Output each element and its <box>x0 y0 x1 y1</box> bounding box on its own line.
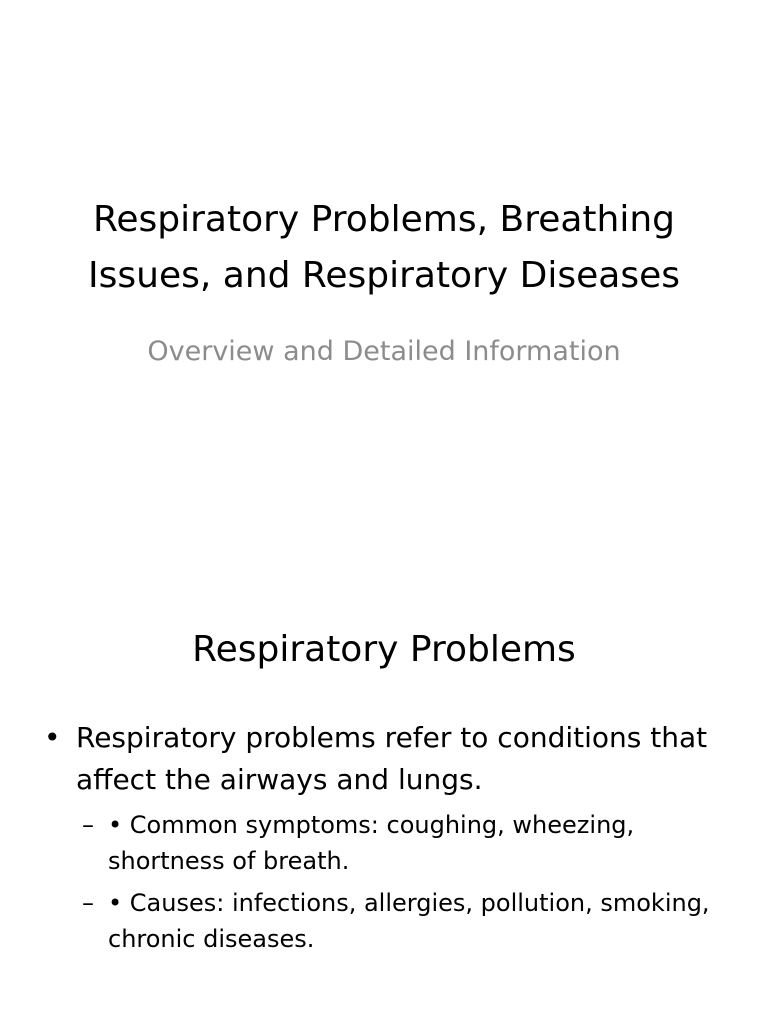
content-slide <box>0 512 768 1024</box>
presentation-subtitle: Overview and Detailed Information <box>147 336 621 367</box>
presentation-title: Respiratory Problems, Breathing Issues, and Respiratory Diseases <box>88 199 680 296</box>
bullet-text: Respiratory problems refer to conditions that affect the airways and lungs. <box>76 721 708 796</box>
slide-title: Respiratory Problems <box>192 629 576 670</box>
sub-bullet-text: • Common symptoms: coughing, wheezing, shortness of breath. <box>108 811 635 875</box>
sub-bullet-item <box>40 885 730 957</box>
slide-body <box>40 717 730 963</box>
sub-bullet-marker: – <box>82 889 94 917</box>
sub-bullet-item <box>40 807 730 879</box>
bullet-marker: • <box>44 721 61 754</box>
bullet-item <box>40 717 730 801</box>
sub-bullet-text: • Causes: infections, allergies, pollution, smoking, chronic diseases. <box>108 889 710 953</box>
sub-bullet-marker: – <box>82 811 94 839</box>
